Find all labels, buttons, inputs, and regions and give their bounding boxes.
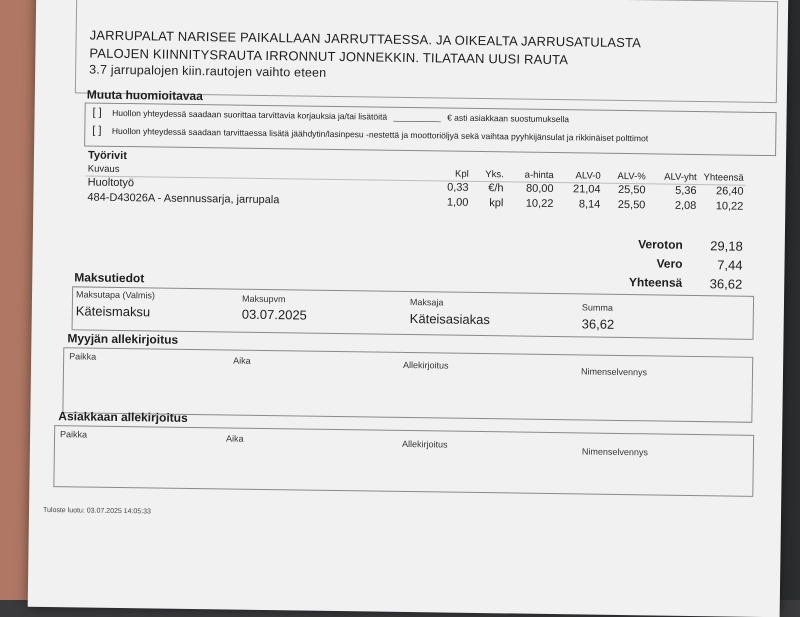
note-line-3: 3.7 jarrupalojen kiin.rautojen vaihto eteen <box>89 62 327 80</box>
customer-signature-heading: Asiakkaan allekirjoitus <box>58 409 188 425</box>
sum-label: Summa <box>581 302 613 313</box>
payment-method-value: Käteismaksu <box>75 303 151 320</box>
payer-value: Käteisasiakas <box>409 311 491 328</box>
payment-method-label: Maksutapa (Valmis) <box>75 289 155 301</box>
checkbox-repairs-label: Huollon yhteydessä saadaan suorittaa tarvittavia korjauksia ja/tai lisätöitä <box>112 107 388 122</box>
checkbox-fluids-icon[interactable]: [ ] <box>92 124 102 137</box>
net-value: 29,18 <box>710 238 743 254</box>
total-label: Yhteensä <box>628 275 683 290</box>
other-heading: Muuta huomioitavaa <box>86 87 203 104</box>
payer-label: Maksaja <box>409 297 444 308</box>
checkbox-repairs-blank: __________ <box>393 111 441 123</box>
payment-date-value: 03.07.2025 <box>241 306 307 323</box>
seller-place-label: Paikka <box>69 351 97 362</box>
checkbox-repairs-icon[interactable]: [ ] <box>92 106 102 119</box>
printed-timestamp: Tuloste luotu: 03.07.2025 14:05:33 <box>42 506 152 516</box>
row-1-desc: Huoltotyö <box>87 176 135 190</box>
customer-place-label: Paikka <box>60 429 88 440</box>
row-1-vat0: 21,04 <box>572 183 601 196</box>
row-2-vat0: 8,14 <box>578 198 601 211</box>
col-qty: Kpl <box>454 168 469 180</box>
customer-signature-box <box>53 425 754 497</box>
seller-signature-heading: Myyjän allekirjoitus <box>67 331 179 347</box>
payment-heading: Maksutiedot <box>74 270 145 286</box>
payment-date-label: Maksupvm <box>241 293 286 305</box>
row-2-desc: 484-D43026A - Asennussarja, jarrupala <box>87 191 280 207</box>
row-2-price: 10,22 <box>525 197 554 211</box>
customer-signature-label: Allekirjoitus <box>401 438 448 450</box>
customer-name-label: Nimenselvennys <box>581 446 648 458</box>
sum-value: 36,62 <box>581 316 615 332</box>
row-1-qty: 0,33 <box>447 181 469 194</box>
seller-time-label: Aika <box>233 355 251 366</box>
row-2-vat-pct: 25,50 <box>617 198 646 212</box>
total-value: 36,62 <box>709 276 743 292</box>
customer-time-label: Aika <box>225 433 244 444</box>
seller-signature-label: Allekirjoitus <box>403 359 449 371</box>
row-2-qty: 1,00 <box>446 196 469 209</box>
row-2-unit: kpl <box>489 197 504 210</box>
tax-label: Vero <box>656 256 683 271</box>
row-2-vat-total: 2,08 <box>674 199 697 213</box>
col-vat0: ALV-0 <box>575 170 601 182</box>
col-total: Yhteensä <box>703 172 744 184</box>
col-vat-pct: ALV-% <box>617 170 646 183</box>
row-1-price: 80,00 <box>525 182 554 196</box>
invoice-paper <box>28 0 789 617</box>
checkbox-repairs-suffix: € asti asiakkaan suostumuksella <box>447 112 570 125</box>
row-1-total: 26,40 <box>715 185 744 198</box>
row-1-vat-pct: 25,50 <box>617 183 646 197</box>
note-line-1: JARRUPALAT NARISEE PAIKALLAAN JARRUTTAESSA. JA OIKEALTA JARRUSATULASTA <box>89 27 642 51</box>
row-2-total: 10,22 <box>715 200 744 213</box>
work-heading: Työrivit <box>87 149 127 163</box>
row-1-vat-total: 5,36 <box>675 184 697 198</box>
col-desc: Kuvaus <box>87 163 120 175</box>
col-vat-total: ALV-yht <box>664 171 697 184</box>
header-divider <box>86 175 746 185</box>
row-1-unit: €/h <box>488 182 504 195</box>
col-price: a-hinta <box>524 169 554 182</box>
tax-value: 7,44 <box>717 257 743 273</box>
checkbox-fluids-label: Huollon yhteydessä saadaan tarvittaessa lisätä jäähdytin/lasinpesu -nestettä ja moottoriöljyä sekä vaihtaa pyyhkijänsulat ja rikkinäiset polttimot <box>111 125 649 144</box>
col-unit: Yks. <box>485 169 504 181</box>
seller-name-label: Nimenselvennys <box>580 366 648 378</box>
net-label: Veroton <box>638 237 683 252</box>
note-line-2: PALOJEN KIINNITYSRAUTA IRRONNUT JONNEKKIN. TILATAAN UUSI RAUTA <box>89 45 569 68</box>
